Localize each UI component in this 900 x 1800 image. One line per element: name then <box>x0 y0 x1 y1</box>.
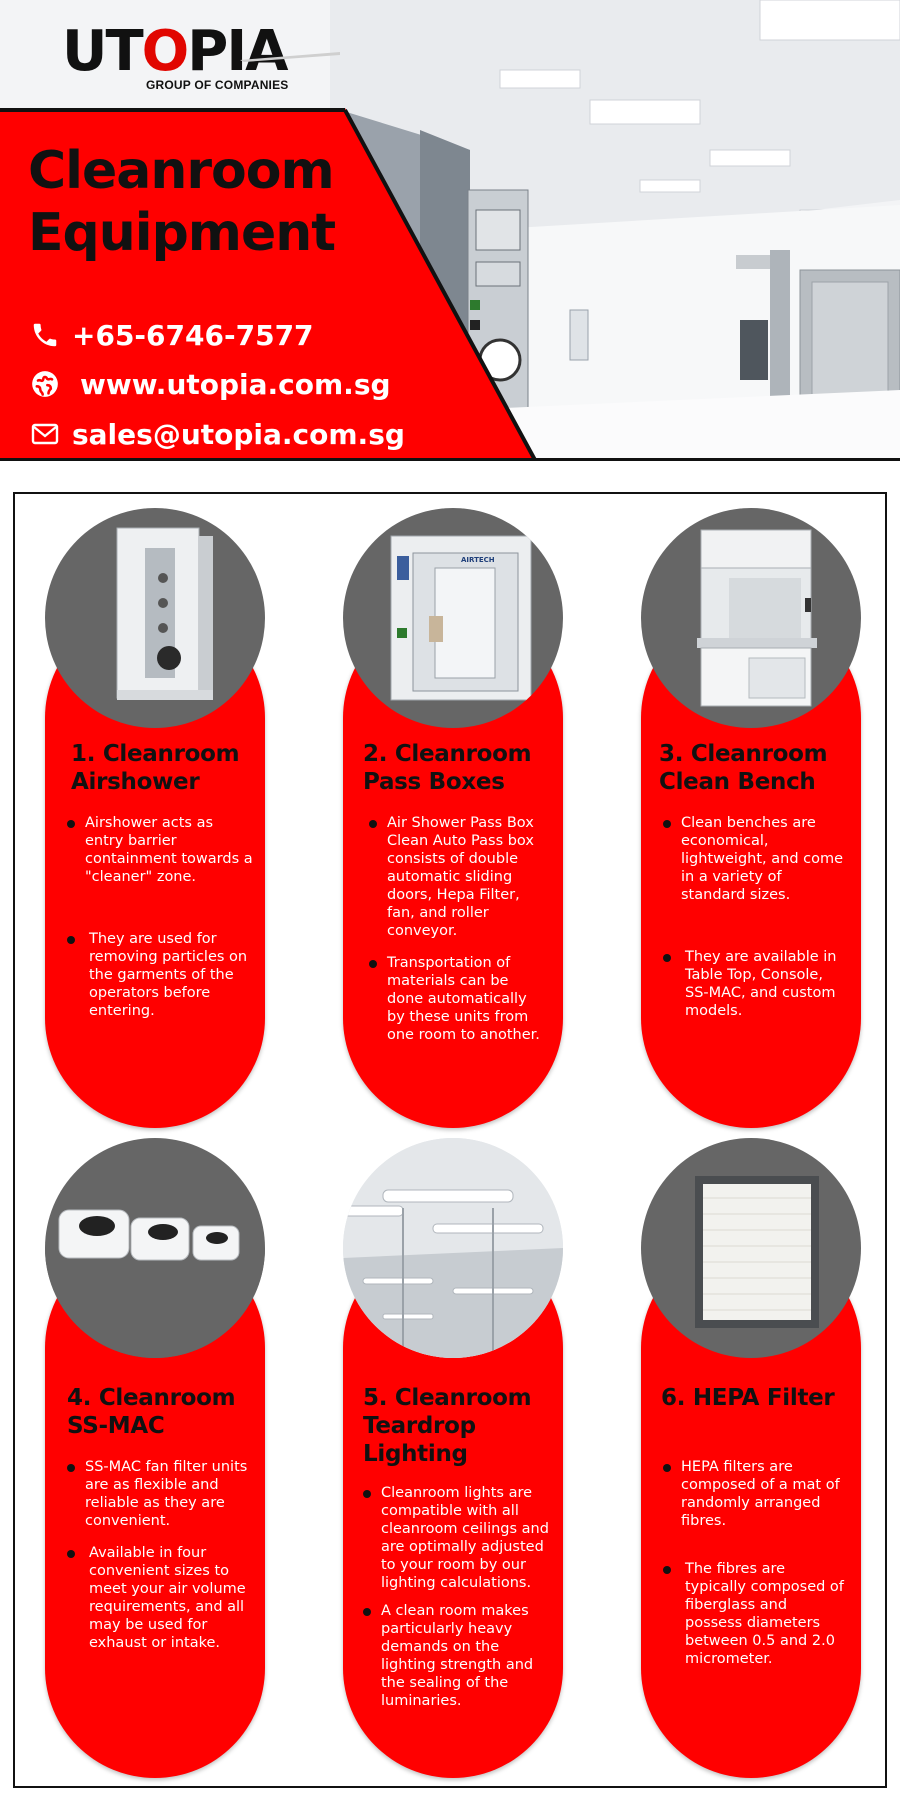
utopia-logo[interactable] <box>62 19 352 94</box>
bullet-item: Transportation of materials can be done automatically by these units from one room to another. <box>367 954 543 1044</box>
globe-icon <box>28 367 62 401</box>
contact-phone[interactable] <box>28 315 314 355</box>
phone-number[interactable]: +65-6746-7577 <box>72 318 314 352</box>
product-bullets <box>361 1484 551 1710</box>
bullet-item: The fibres are typically composed of fiberglass and possess diameters between 0.5 and 2.0 micrometer. <box>661 1560 847 1668</box>
product-bullets <box>661 1458 847 1668</box>
airshower-image <box>45 508 265 728</box>
logo-tagline: GROUP OF COMPANIES <box>146 78 289 92</box>
bullet-item: Cleanroom lights are compatible with all cleanroom ceilings and are optimally adjusted to your room by our lighting calculations. <box>361 1484 551 1592</box>
products-frame <box>13 492 887 1788</box>
hepa-filter-image <box>641 1138 861 1358</box>
bullet-item: Airshower acts as entry barrier containment towards a "cleaner" zone. <box>65 814 255 886</box>
teardrop-lighting-image <box>343 1138 563 1358</box>
product-card-teardrop-lighting[interactable] <box>343 1138 563 1778</box>
page-title <box>28 140 335 264</box>
email-link[interactable]: sales@utopia.com.sg <box>72 417 405 451</box>
envelope-icon <box>28 417 62 451</box>
bullet-item: A clean room makes particularly heavy demands on the lighting strength and the sealing of the luminaries. <box>361 1602 551 1710</box>
bullet-item: Air Shower Pass Box Clean Auto Pass box consists of double automatic sliding doors, Hepa Filter, fan, and roller conveyor. <box>367 814 543 940</box>
bullet-item: They are available in Table Top, Console, SS-MAC, and custom models. <box>661 948 845 1020</box>
product-bullets <box>65 1458 255 1652</box>
product-heading: 5. Cleanroom Teardrop Lighting <box>363 1385 532 1467</box>
product-heading: 4. Cleanroom SS-MAC <box>67 1385 236 1439</box>
phone-icon <box>28 318 62 352</box>
title-line-2: Equipment <box>28 203 336 263</box>
product-card-ss-mac[interactable] <box>45 1138 265 1778</box>
product-bullets <box>65 814 255 1020</box>
contact-email[interactable] <box>28 414 405 454</box>
title-line-1: Cleanroom <box>28 141 334 201</box>
product-bullets <box>367 814 543 1044</box>
header-banner <box>0 0 900 480</box>
website-link[interactable]: www.utopia.com.sg <box>80 367 391 401</box>
bullet-item: Clean benches are economical, lightweight, and come in a variety of standard sizes. <box>661 814 845 904</box>
product-heading: 2. Cleanroom Pass Boxes <box>363 741 532 795</box>
airtech-label: AIRTECH <box>461 556 495 564</box>
pass-box-image <box>343 508 563 728</box>
bullet-item: SS-MAC fan filter units are as flexible and reliable as they are convenient. <box>65 1458 255 1530</box>
clean-bench-image <box>641 508 861 728</box>
bullet-item: They are used for removing particles on the garments of the operators before entering. <box>65 930 255 1020</box>
bullet-item: HEPA filters are composed of a mat of randomly arranged fibres. <box>661 1458 847 1530</box>
contact-website[interactable] <box>28 364 391 404</box>
logo-wordmark: UTOPIA <box>62 19 287 84</box>
product-card-hepa-filter[interactable] <box>641 1138 861 1778</box>
product-bullets <box>661 814 845 1020</box>
product-heading: 1. Cleanroom Airshower <box>71 741 240 795</box>
product-heading: 3. Cleanroom Clean Bench <box>659 741 828 795</box>
bullet-item: Available in four convenient sizes to meet your air volume requirements, and all may be used for exhaust or intake. <box>65 1544 255 1652</box>
ss-mac-image <box>45 1138 265 1358</box>
product-heading: 6. HEPA Filter <box>661 1385 835 1411</box>
logo-swoosh-icon <box>240 50 340 64</box>
